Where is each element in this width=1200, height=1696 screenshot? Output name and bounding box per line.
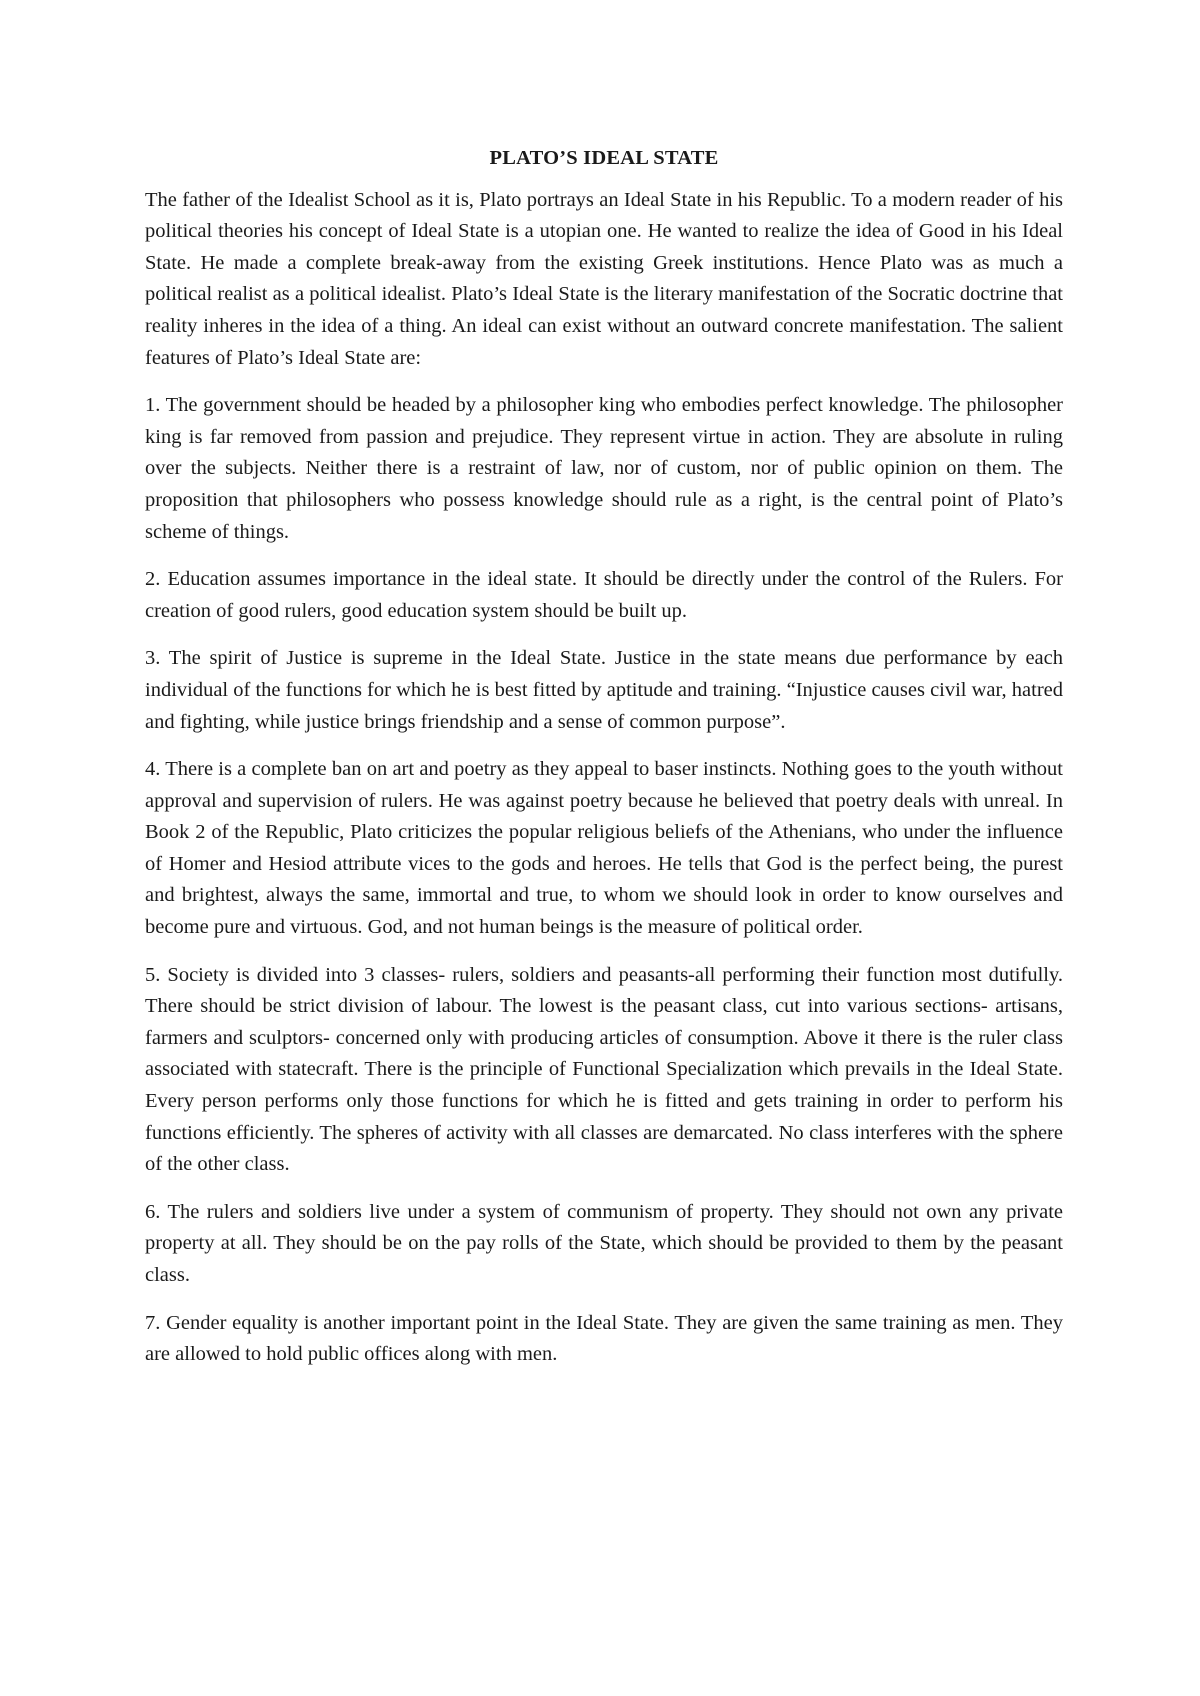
point-paragraph-1: 1. The government should be headed by a philosopher king who embodies perfect knowledge. The philosopher king is far removed from passion and prejudice. They represent virtue in action. They are absolute in ruling over the subjects. Neither there is a restraint of law, nor of custom, nor of public opinion on them. The proposition that philosophers who possess knowledge should rule as a right, is the central point of Plato’s scheme of things. — [145, 394, 1063, 543]
point-paragraph-4: 4. There is a complete ban on art and poetry as they appeal to baser instincts. Nothing goes to the youth without approval and supervision of rulers. He was against poetry because he believed that poetry deals with unreal. In Book 2 of the Republic, Plato criticizes the popular religious beliefs of the Athenians, who under the influence of Homer and Hesiod attribute vices to the gods and heroes. He tells that God is the perfect being, the purest and brightest, always the same, immortal and true, to whom we should look in order to know ourselves and become pure and virtuous. God, and not human beings is the measure of political order. — [145, 758, 1063, 939]
document-body — [145, 143, 1063, 1387]
point-paragraph-6: 6. The rulers and soldiers live under a system of communism of property. They should not own any private property at all. They should be on the pay rolls of the State, which should be provided to them by the peasant class. — [145, 1200, 1063, 1286]
point-paragraph-3: 3. The spirit of Justice is supreme in the Ideal State. Justice in the state means due performance by each individual of the functions for which he is best fitted by aptitude and training. “Injustice causes civil war, hatred and fighting, while justice brings friendship and a sense of common purpose”. — [145, 647, 1064, 733]
point-paragraph-2: 2. Education assumes importance in the ideal state. It should be directly under the control of the Rulers. For creation of good rulers, good education system should be built up. — [145, 568, 1063, 622]
page-title: PLATO’S IDEAL STATE — [489, 147, 719, 169]
point-paragraph-5: 5. Society is divided into 3 classes- rulers, soldiers and peasants-all performing their function most dutifully. There should be strict division of labour. The lowest is the peasant class, cut into various sections- artisans, farmers and sculptors- concerned only with producing articles of consumption. Above it there is the ruler class associated with statecraft. There is the principle of Functional Specialization which prevails in the Ideal State. Every person performs only those functions for which he is fitted and gets training in order to perform his functions efficiently. The spheres of activity with all classes are demarcated. No class interferes with the sphere of the other class. — [145, 963, 1063, 1176]
point-paragraph-7: 7. Gender equality is another important point in the Ideal State. They are given the same training as men. They are allowed to hold public offices along with men. — [145, 1311, 1063, 1366]
intro-paragraph: The father of the Idealist School as it is, Plato portrays an Ideal State in his Republic. To a modern reader of his political theories his concept of Ideal State is a utopian one. He wanted to realize the idea of Good in his Ideal State. He made a complete break-away from the existing Greek institutions. Hence Plato was as much a political realist as a political idealist. Plato’s Ideal State is the literary manifestation of the Socratic doctrine that reality inheres in the idea of a thing. An ideal can exist without an outward concrete manifestation. The salient features of Plato’s Ideal State are: — [145, 188, 1063, 369]
